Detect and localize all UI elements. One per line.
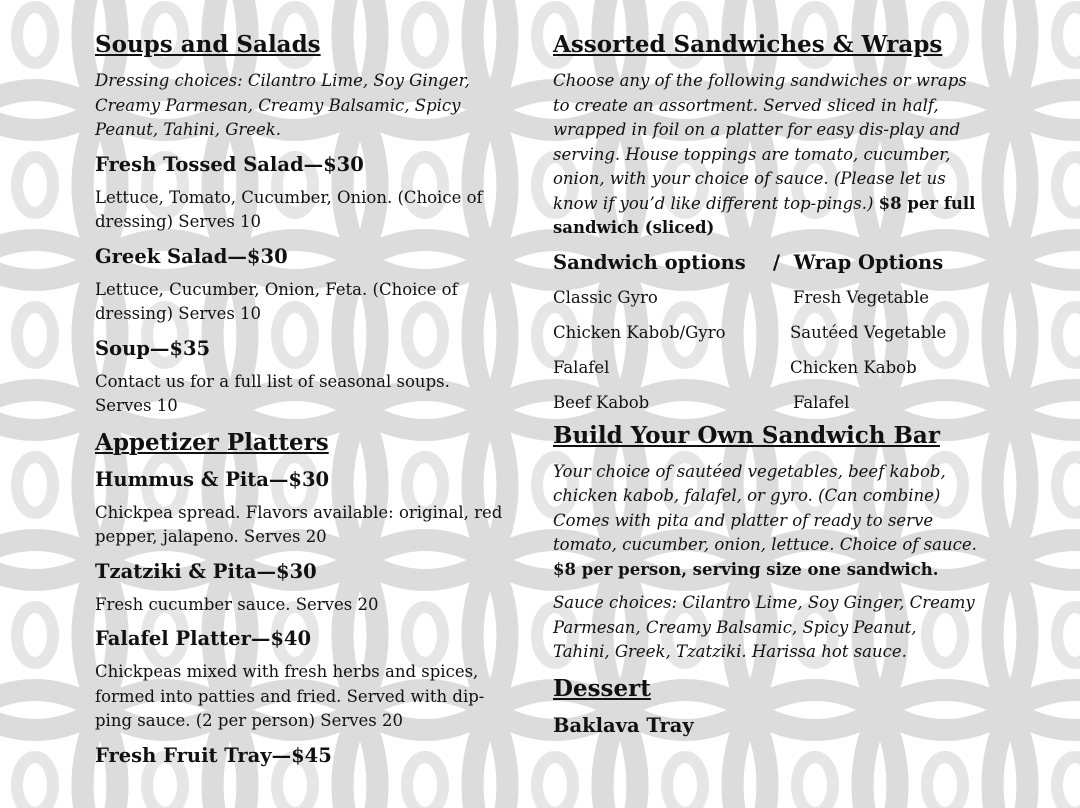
wrap-option: Falafel xyxy=(793,392,850,412)
soups-salads-heading: Soups and Salads xyxy=(95,31,321,58)
menu-item-desc: Contact us for a full list of seasonal soups. Serves 10 xyxy=(95,371,450,415)
menu-item-title: Tzatziki & Pita—$30 xyxy=(95,559,317,583)
menu-item-desc: Lettuce, Tomato, Cucumber, Onion. (Choice of dressing) Serves 10 xyxy=(95,187,483,231)
menu-item-title: Hummus & Pita—$30 xyxy=(95,467,330,491)
wrap-option: Sautéed Vegetable xyxy=(790,322,947,342)
dessert-heading: Dessert xyxy=(553,674,651,702)
sandwich-option: Classic Gyro xyxy=(553,287,658,307)
option-row xyxy=(553,321,978,345)
right-column xyxy=(553,30,978,747)
option-row xyxy=(553,356,978,380)
menu-item-desc: Lettuce, Cucumber, Onion, Feta. (Choice of dressing) Serves 10 xyxy=(95,279,458,323)
sandwich-option: Falafel xyxy=(553,357,610,377)
sandwiches-intro xyxy=(553,69,978,241)
menu-item-title: Falafel Platter—$40 xyxy=(95,627,312,650)
sandwich-option: Beef Kabob xyxy=(553,392,650,412)
menu-item-desc: Fresh cucumber sauce. Serves 20 xyxy=(95,594,379,614)
wrap-option: Fresh Vegetable xyxy=(793,287,930,307)
option-row xyxy=(553,391,978,415)
sauce-choices: Sauce choices: Cilantro Lime, Soy Ginger, Creamy Parmesan, Creamy Balsamic, Spicy Peanut, Tahini, Greek, Tzatziki. Harissa hot sauce. xyxy=(553,593,975,661)
sandwich-option: Chicken Kabob/Gyro xyxy=(553,322,726,342)
sandwiches-intro-text: Choose any of the following sandwiches or wraps to create an assortment. Served sliced in half, wrapped in foil on a platter for easy dis-play and serving. House toppings are tomato, cucumber, onion, with your choice of sauce. (Please let us know if you’d like different top-pings.) xyxy=(553,71,967,213)
menu-item-title: Fresh Fruit Tray—$45 xyxy=(95,743,332,767)
menu-item-title: Fresh Tossed Salad—$30 xyxy=(95,152,364,176)
appetizer-platters-heading: Appetizer Platters xyxy=(95,428,329,456)
menu-item-title: Baklava Tray xyxy=(553,713,694,737)
wrap-option: Chicken Kabob xyxy=(790,357,917,377)
options-header: Sandwich options / Wrap Options xyxy=(553,250,944,274)
sandwiches-wraps-heading: Assorted Sandwiches & Wraps xyxy=(553,31,943,58)
dressing-choices: Dressing choices: Cilantro Lime, Soy Ginger, Creamy Parmesan, Creamy Balsamic, Spicy Peanut, Tahini, Greek. xyxy=(95,71,470,139)
menu-item-desc: Chickpeas mixed with fresh herbs and spices, formed into patties and fried. Served with dip-ping sauce. (2 per person) Serves 20 xyxy=(95,662,485,730)
menu-item-title: Soup—$35 xyxy=(95,336,211,360)
menu-item-title: Greek Salad—$30 xyxy=(95,244,288,268)
left-column xyxy=(95,30,505,777)
menu-item-desc: Chickpea spread. Flavors available: original, red pepper, jalapeno. Serves 20 xyxy=(95,502,503,546)
sandwich-bar-desc-text: Your choice of sautéed vegetables, beef kabob, chicken kabob, falafel, or gyro. (Can combine) Comes with pita and platter of ready to serve tomato, cucumber, onion, lettuce. Choice of sauce. xyxy=(553,461,977,554)
sandwich-bar-desc xyxy=(553,460,978,583)
sandwich-price: $8 per full sandwich (sliced) xyxy=(553,193,976,237)
sandwich-bar-heading: Build Your Own Sandwich Bar xyxy=(553,421,940,449)
option-row xyxy=(553,286,978,310)
sandwich-bar-price: $8 per person, serving size one sandwich. xyxy=(553,559,939,579)
